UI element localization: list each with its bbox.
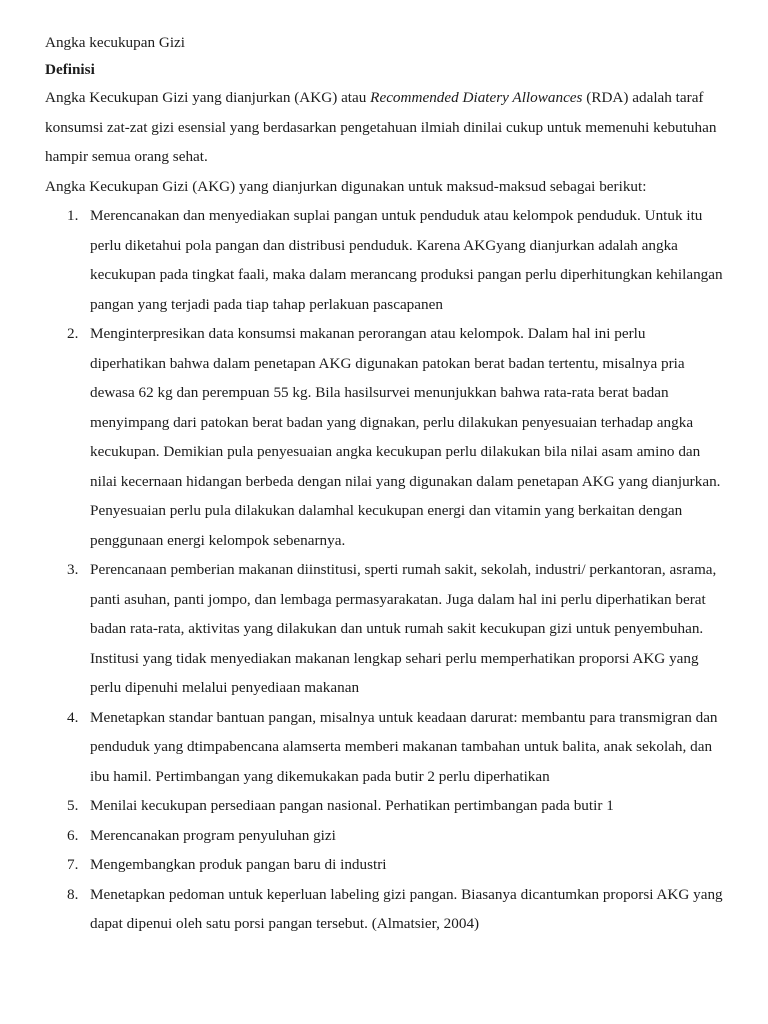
- purposes-list: [45, 201, 723, 939]
- list-item: [45, 821, 723, 851]
- list-item-text: Menetapkan pedoman untuk keperluan labeling gizi pangan. Biasanya dicantumkan proporsi AKG yang dapat dipenui oleh satu porsi pangan tersebut. (Almatsier, 2004): [90, 885, 723, 932]
- definition-paragraph: [45, 83, 723, 172]
- list-lead-in-paragraph: Angka Kecukupan Gizi (AKG) yang dianjurkan digunakan untuk maksud-maksud sebagai berikut:: [45, 177, 647, 195]
- list-item-marker: 8.: [67, 885, 79, 903]
- list-item-marker: 5.: [67, 797, 79, 814]
- list-item-marker: 7.: [67, 856, 79, 873]
- list-item: [45, 319, 723, 555]
- list-item-marker: 1.: [67, 207, 79, 224]
- list-item-text: Perencanaan pemberian makanan diinstitusi, sperti rumah sakit, sekolah, industri/ perkantoran, asrama, panti asuhan, panti jompo, dan lembaga permasyarakatan. Juga dalam hal ini perlu diperhatikan berat badan rata-rata, aktivitas yang dilakukan dan untuk rumah sakit kecukupan gizi untuk penyembuhan. Institusi yang tidak menyediakan makanan lengkap sehari perlu memperhatikan proporsi AKG yang perlu dipenuhi melalui penyediaan makanan: [90, 561, 717, 696]
- list-item: [45, 791, 723, 821]
- list-item-text: Mengembangkan produk pangan baru di industri: [90, 856, 387, 873]
- definition-text-before-italic: Angka Kecukupan Gizi yang dianjurkan (AKG) atau: [45, 89, 371, 106]
- list-item-marker: 6.: [67, 826, 79, 844]
- list-item-text: Merencanakan dan menyediakan suplai pangan untuk penduduk atau kelompok penduduk. Untuk itu perlu diketahui pola pangan dan distribusi penduduk. Karena AKGyang dianjurkan adalah angka kecukupan pada tingkat faali, maka dalam merancang produksi pangan perlu diperhitungkan kehilangan pangan yang terjadi pada tiap tahap perlakuan pascapanen: [90, 207, 723, 313]
- list-item: [45, 201, 723, 319]
- section-heading-definisi: Definisi: [45, 61, 95, 78]
- list-item: [45, 703, 723, 792]
- list-item: [45, 880, 723, 939]
- list-item-text: Menginterpresikan data konsumsi makanan perorangan atau kelompok. Dalam hal ini perlu diperhatikan bahwa dalam penetapan AKG digunakan patokan berat badan tertentu, misalnya pria dewasa 62 kg dan perempuan 55 kg. Bila hasilsurvei menunjukkan bahwa rata-rata berat badan menyimpang dari patokan berat badan yang dignakan, perlu dilakukan penyesuaian terhadap angka kecukupan. Demikian pula penyesuaian angka kecukupan perlu dilakukan bila nilai asam amino dan nilai kecernaan hidangan berbeda dengan nilai yang digunakan dalam penetapan AKG yang dianjurkan. Penyesuaian perlu pula dilakukan dalamhal kecukupan energi dan vitamin yang berkaitan dengan penggunaan energi kelompok sebenarnya.: [90, 325, 721, 549]
- list-item-text: Menetapkan standar bantuan pangan, misalnya untuk keadaan darurat: membantu para transmigran dan penduduk yang dtimpabencana alamserta memberi makanan tambahan untuk balita, anak sekolah, dan ibu hamil. Pertimbangan yang dikemukakan pada butir 2 perlu diperhatikan: [90, 708, 718, 785]
- list-item: [45, 555, 723, 703]
- list-item-marker: 4.: [67, 708, 79, 726]
- list-item-text: Menilai kecukupan persediaan pangan nasional. Perhatikan pertimbangan pada butir 1: [90, 797, 614, 814]
- list-item-marker: 3.: [67, 561, 79, 578]
- definition-text-after-italic: (RDA) adalah taraf konsumsi zat-zat gizi esensial yang berdasarkan pengetahuan ilmiah dinilai cukup untuk memenuhi kebutuhan hampir semua orang sehat.: [45, 89, 717, 165]
- list-item-marker: 2.: [67, 325, 79, 342]
- document-title: Angka kecukupan Gizi: [45, 34, 186, 51]
- definition-italic-term: Recommended Diatery Allowances: [370, 89, 583, 106]
- list-item: [45, 850, 723, 880]
- list-item-text: Merencanakan program penyuluhan gizi: [90, 826, 336, 844]
